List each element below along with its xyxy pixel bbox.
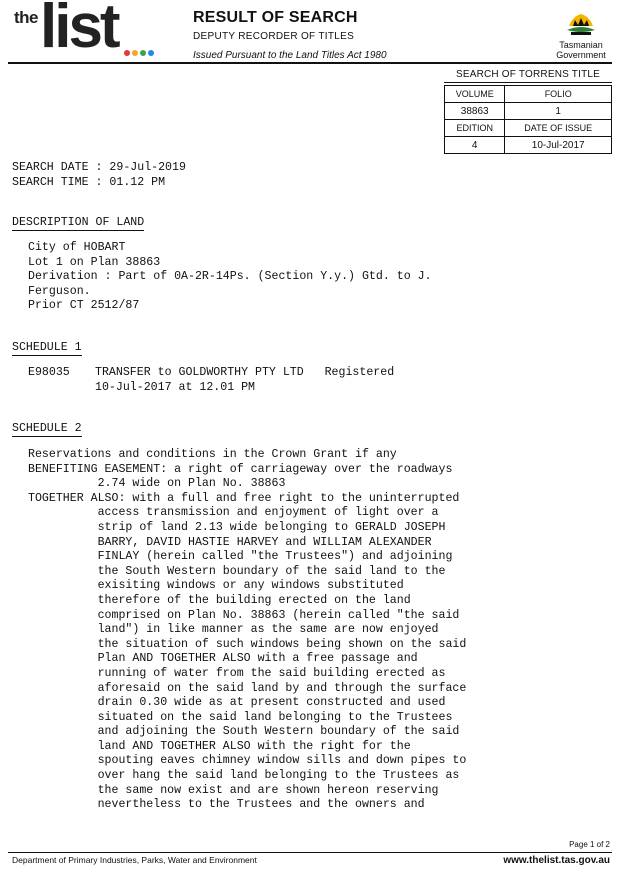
- text-line: nevertheless to the Trustees and the owners and: [28, 798, 425, 812]
- edition-label: EDITION: [445, 120, 505, 137]
- search-info: [12, 161, 186, 190]
- text-line: land AND TOGETHER ALSO with the right for the: [28, 739, 411, 753]
- folio-label: FOLIO: [505, 86, 612, 103]
- description-heading: [12, 216, 144, 229]
- text-line: City of HOBART: [28, 241, 126, 254]
- logo-dot-red: [124, 50, 130, 56]
- description-heading-text: DESCRIPTION OF LAND: [12, 216, 145, 229]
- text-line: Derivation : Part of 0A-2R-14Ps. (Section Y.y.) Gtd. to J.: [28, 270, 432, 284]
- schedule-2-heading-text: SCHEDULE 2: [12, 422, 82, 435]
- text-line: strip of land 2.13 wide belonging to GERALD JOSEPH: [28, 520, 446, 534]
- page-number: Page 1 of 2: [569, 840, 610, 849]
- footer-divider: [8, 852, 612, 853]
- government-line-2: Government: [556, 50, 606, 60]
- search-date: SEARCH DATE : 29-Jul-2019: [12, 161, 186, 174]
- text-line: FINLAY (herein called "the Trustees") and adjoining: [28, 550, 453, 564]
- text-line: Lot 1 on Plan 38863: [28, 255, 161, 269]
- text-line: the same now exist and are shown hereon reserving: [28, 783, 439, 797]
- torrens-title-table: [444, 85, 612, 154]
- text-line: TRANSFER to GOLDWORTHY PTY LTD Registered: [95, 366, 395, 379]
- document-subtitle: DEPUTY RECORDER OF TITLES: [193, 31, 355, 42]
- text-line: 10-Jul-2017 at 12.01 PM: [95, 380, 256, 394]
- text-line: comprised on Plan No. 38863 (herein called "the said: [28, 608, 460, 622]
- government-line-1: Tasmanian: [559, 40, 603, 50]
- logo-dots: [124, 50, 154, 56]
- text-line: running of water from the said building erected as: [28, 666, 446, 680]
- folio-value: 1: [505, 103, 612, 120]
- website-link[interactable]: www.thelist.tas.gov.au: [503, 855, 610, 866]
- date-of-issue-value: 10-Jul-2017: [505, 137, 612, 154]
- search-time: SEARCH TIME : 01.12 PM: [12, 175, 166, 189]
- text-line: BENEFITING EASEMENT: a right of carriageway over the roadways: [28, 462, 453, 476]
- schedule-1-heading-text: SCHEDULE 1: [12, 341, 82, 354]
- schedule-1-entry-text: [95, 366, 394, 395]
- issuing-act: Issued Pursuant to the Land Titles Act 1980: [193, 50, 387, 61]
- description-body: [28, 241, 432, 314]
- text-line: TOGETHER ALSO: with a full and free right to the uninterrupted: [28, 491, 460, 505]
- text-line: aforesaid on the said land by and through the surface: [28, 681, 467, 695]
- logo-dot-blue: [148, 50, 154, 56]
- text-line: access transmission and enjoyment of light over a: [28, 506, 439, 520]
- logo-word-the: the: [14, 8, 38, 27]
- thylacine-emblem-icon: [561, 6, 601, 40]
- text-line: over hang the said land belonging to the Trustees as: [28, 769, 460, 783]
- torrens-title-underline: [444, 82, 612, 83]
- text-line: the South Western boundary of the said land to the: [28, 564, 446, 578]
- logo-dot-orange: [132, 50, 138, 56]
- text-line: Ferguson.: [28, 284, 91, 298]
- schedule-1-entry-number: E98035: [28, 366, 70, 379]
- schedule-2-heading: [12, 422, 82, 435]
- text-line: situated on the said land belonging to the Trustees: [28, 710, 453, 724]
- logo-word-list: list: [40, 0, 118, 61]
- text-line: Plan AND TOGETHER ALSO with a free passage and: [28, 652, 418, 666]
- text-line: land") in like manner as the same are now enjoyed: [28, 623, 439, 637]
- text-line: BARRY, DAVID HASTIE HARVEY and WILLIAM ALEXANDER: [28, 535, 432, 549]
- text-line: spouting eaves chimney window sills and down pipes to: [28, 754, 467, 768]
- text-line: the situation of such windows being shown on the said: [28, 637, 467, 651]
- text-line: and adjoining the South Western boundary of the said: [28, 725, 460, 739]
- text-line: 2.74 wide on Plan No. 38863: [28, 477, 286, 491]
- the-list-logo: [10, 0, 150, 62]
- volume-label: VOLUME: [445, 86, 505, 103]
- text-line: drain 0.30 wide as at present constructed and used: [28, 696, 446, 710]
- text-line: Reservations and conditions in the Crown Grant if any: [28, 448, 397, 461]
- schedule-2-body: [28, 448, 466, 813]
- torrens-title-heading: SEARCH OF TORRENS TITLE: [455, 69, 601, 80]
- volume-value: 38863: [445, 103, 505, 120]
- department-name: Department of Primary Industries, Parks, Water and Environment: [12, 855, 257, 865]
- schedule-1-heading: [12, 341, 82, 354]
- logo-dot-green: [140, 50, 146, 56]
- document-title: RESULT OF SEARCH: [193, 9, 358, 26]
- tasmanian-government-logo: [548, 6, 614, 62]
- text-line: exisiting windows or any windows substituted: [28, 579, 404, 593]
- edition-value: 4: [445, 137, 505, 154]
- date-of-issue-label: DATE OF ISSUE: [505, 120, 612, 137]
- header-divider: [8, 62, 612, 64]
- text-line: Prior CT 2512/87: [28, 299, 140, 313]
- text-line: therefore of the building erected on the land: [28, 593, 411, 607]
